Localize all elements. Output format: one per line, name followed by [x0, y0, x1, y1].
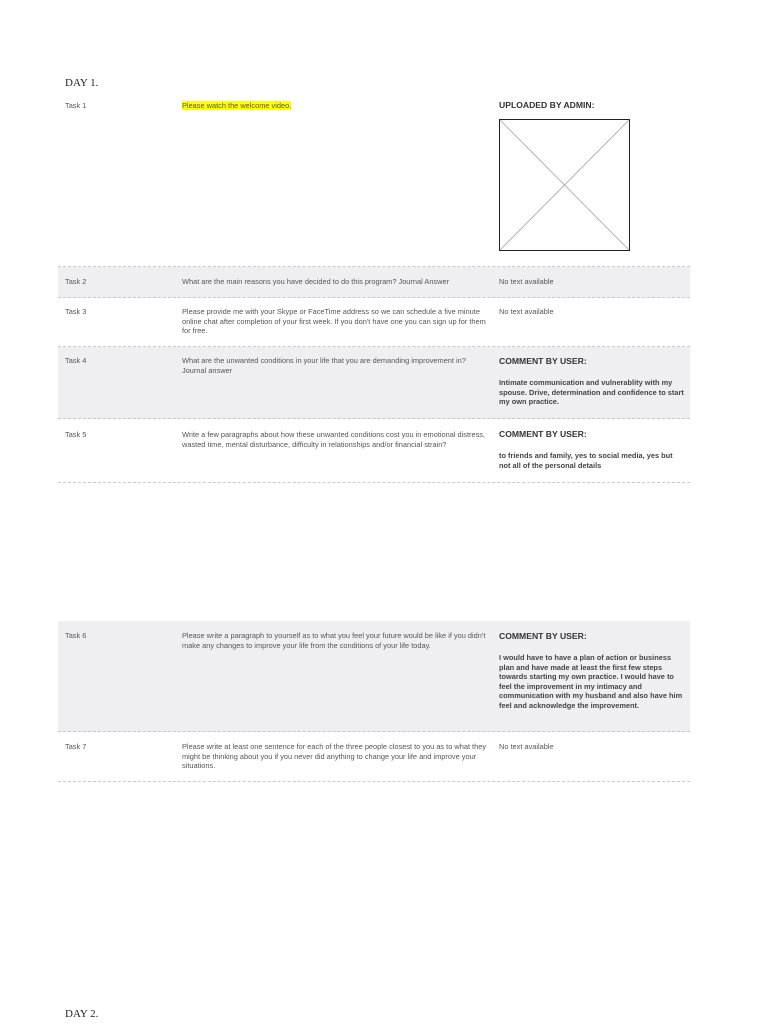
- user-comment-text: Intimate communication and vulnerablity with my spouse. Drive, determination and confidence to start my own practice.: [499, 378, 684, 406]
- task-question: What are the unwanted conditions in your life that you are demanding improvement in? Journal answer: [182, 356, 466, 375]
- task-row-5: [58, 419, 690, 483]
- task-question: [182, 101, 488, 111]
- task-row-3: [58, 298, 690, 347]
- user-comment-text: to friends and family, yes to social media, yes but not all of the personal details: [499, 451, 673, 470]
- uploaded-by-admin-heading: UPLOADED BY ADMIN:: [499, 100, 595, 110]
- comment-by-user-heading: COMMENT BY USER:: [499, 356, 587, 366]
- day-2-heading: DAY 2.: [65, 1008, 99, 1020]
- comment-by-user-heading: COMMENT BY USER:: [499, 631, 587, 641]
- task-label: Task 5: [65, 430, 87, 439]
- task-row-2: [58, 267, 690, 298]
- task-row-6: [58, 621, 690, 732]
- task-response: [499, 356, 685, 407]
- video-placeholder[interactable]: [499, 119, 630, 251]
- user-comment-text: I would have to have a plan of action or business plan and have made at least the first few steps towards starting my own practice. I would have to feel the improvement in my intimacy and communication with my husband and also have him feel and acknowledge the improvement.: [499, 653, 683, 710]
- task-response: No text available: [499, 307, 554, 316]
- task-question: Write a few paragraphs about how these unwanted conditions cost you in emotional distress, wasted time, mental disturbance, difficulty in relationships and/or financial strain?: [182, 430, 486, 449]
- task-label: Task 4: [65, 356, 87, 365]
- task-question-text[interactable]: Please watch the welcome video.: [182, 101, 292, 110]
- task-question: Please write a paragraph to yourself as to what you feel your future would be like if you didn't make any changes to improve your life from the conditions of your life today.: [182, 631, 486, 650]
- task-question: What are the main reasons you have decided to do this program? Journal Answer: [182, 277, 450, 286]
- task-row-1: [58, 92, 690, 267]
- task-label: Task 3: [65, 307, 87, 316]
- task-response: [499, 429, 685, 470]
- task-question: Please write at least one sentence for each of the three people closest to you as to what they might be thinking about you if you never did anything to change your life and improve your situations.: [182, 742, 487, 771]
- task-label: Task 1: [65, 101, 87, 110]
- task-label: Task 6: [65, 631, 87, 640]
- task-response: No text available: [499, 277, 554, 286]
- task-question: Please provide me with your Skype or FaceTime address so we can schedule a five minute online chat after completion of your first week. If you don't have one you can sign up for them for free.: [182, 307, 486, 336]
- task-row-7: [58, 732, 690, 782]
- comment-by-user-heading: COMMENT BY USER:: [499, 429, 587, 439]
- image-placeholder-icon: [499, 119, 630, 251]
- day-1-heading: DAY 1.: [65, 77, 99, 89]
- task-row-4: [58, 347, 690, 419]
- task-label: Task 7: [65, 742, 87, 751]
- task-response: [499, 631, 685, 710]
- task-label: Task 2: [65, 277, 87, 286]
- task-response: No text available: [499, 742, 554, 751]
